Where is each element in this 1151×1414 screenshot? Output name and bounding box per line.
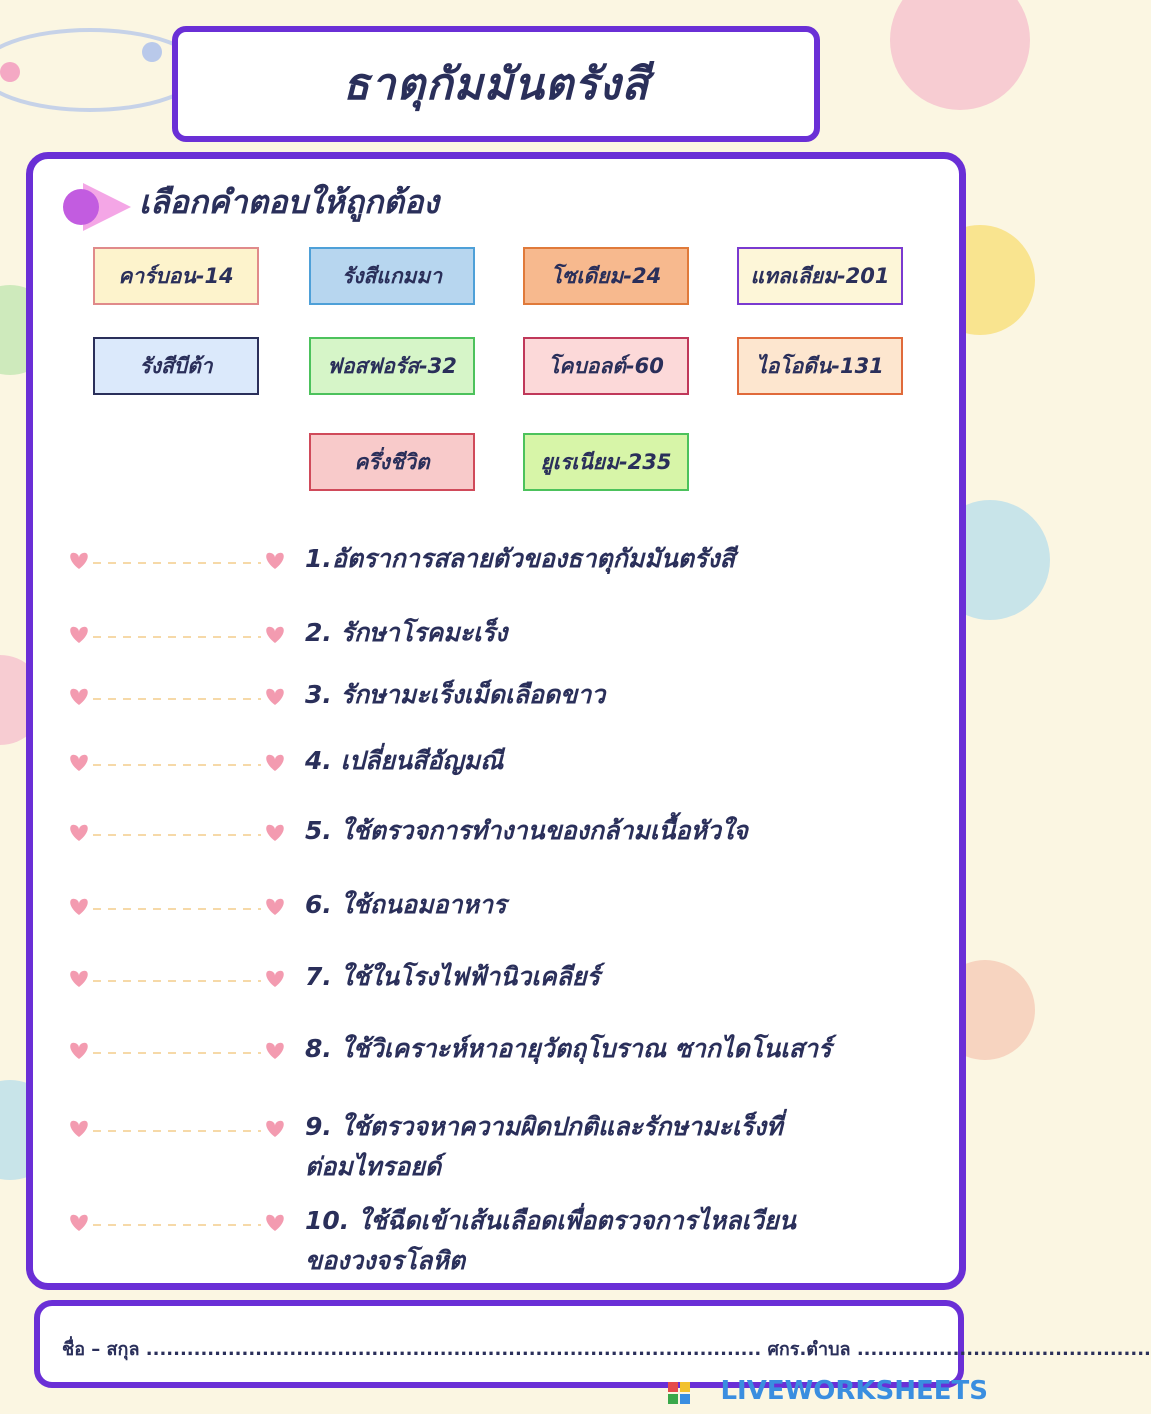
heart-icon [70,689,88,705]
answer-drop-zone[interactable] [67,893,287,923]
answer-chip[interactable]: รังสีบีต้า [93,337,259,395]
answer-chip[interactable]: โซเดียม-24 [523,247,689,305]
question-text: 8. ใช้วิเคราะห์หาอายุวัตถุโบราณ ซากไดโนเสาร์ [305,1034,832,1063]
heart-icon [266,971,284,987]
heart-icon [70,553,88,569]
heart-icon [70,1215,88,1231]
heart-icon [70,899,88,915]
heart-icon [266,899,284,915]
answer-chip[interactable]: ยูเรเนียม-235 [523,433,689,491]
answer-drop-zone[interactable] [67,1037,287,1067]
heart-icon [70,755,88,771]
instruction-heading: เลือกคำตอบให้ถูกต้อง [139,183,439,221]
answer-drop-zone[interactable] [67,1209,287,1239]
question-text: 3. รักษามะเร็งเม็ดเลือดขาว [305,680,606,709]
answer-drop-zone[interactable] [67,547,287,577]
watermark: LIVEWORKSHEETS [720,1376,988,1406]
center-label: ศกร.ตำบล [767,1339,851,1360]
heart-icon [70,971,88,987]
name-field[interactable]: .......................................................................................... [145,1339,762,1360]
answer-chip[interactable]: แทลเลียม-201 [737,247,903,305]
heart-icon [266,553,284,569]
center-field[interactable]: ........................................... [856,1339,1151,1360]
answer-chip[interactable]: ไอโอดีน-131 [737,337,903,395]
heart-icon [266,1215,284,1231]
name-label: ชื่อ – สกุล [62,1339,140,1360]
answer-drop-zone[interactable] [67,965,287,995]
answer-chip[interactable]: รังสีแกมมา [309,247,475,305]
question-text: 9. ใช้ตรวจหาความผิดปกติและรักษามะเร็งที่ ต่อมไทรอยด์ [305,1112,783,1181]
question-text: 2. รักษาโรคมะเร็ง [305,618,508,647]
footer-panel [34,1300,1151,1388]
question-text: 5. ใช้ตรวจการทำงานของกล้ามเนื้อหัวใจ [305,816,748,845]
question-text: 4. เปลี่ยนสีอัญมณี [305,746,504,775]
arrow-bullet-icon [53,179,133,235]
heart-icon [70,1043,88,1059]
answer-chip[interactable]: คาร์บอน-14 [93,247,259,305]
question-text: 6. ใช้ถนอมอาหาร [305,890,507,919]
answer-drop-zone[interactable] [67,819,287,849]
page-title: ธาตุกัมมันตรังสี [342,59,650,110]
heart-icon [266,755,284,771]
heart-icon [266,1043,284,1059]
answer-drop-zone[interactable] [67,749,287,779]
footer-line [62,1334,1151,1363]
question-text: 7. ใช้ในโรงไฟฟ้านิวเคลียร์ [305,962,600,991]
heart-icon [266,1121,284,1137]
heart-icon [70,627,88,643]
question-text: 1.อัตราการสลายตัวของธาตุกัมมันตรังสี [305,544,735,573]
heart-icon [266,825,284,841]
answer-drop-zone[interactable] [67,621,287,651]
heart-icon [266,627,284,643]
worksheet-panel [26,152,966,1290]
heart-icon [70,825,88,841]
answer-chip[interactable]: ครึ่งชีวิต [309,433,475,491]
question-text: 10. ใช้ฉีดเข้าเส้นเลือดเพื่อตรวจการไหลเวียน ของวงจรโลหิต [305,1206,796,1275]
title-box [172,26,820,142]
answer-drop-zone[interactable] [67,1115,287,1145]
liveworksheets-logo-icon [668,1382,690,1404]
answer-chip[interactable]: โคบอลต์-60 [523,337,689,395]
heart-icon [70,1121,88,1137]
answer-drop-zone[interactable] [67,683,287,713]
heart-icon [266,689,284,705]
answer-chip[interactable]: ฟอสฟอรัส-32 [309,337,475,395]
